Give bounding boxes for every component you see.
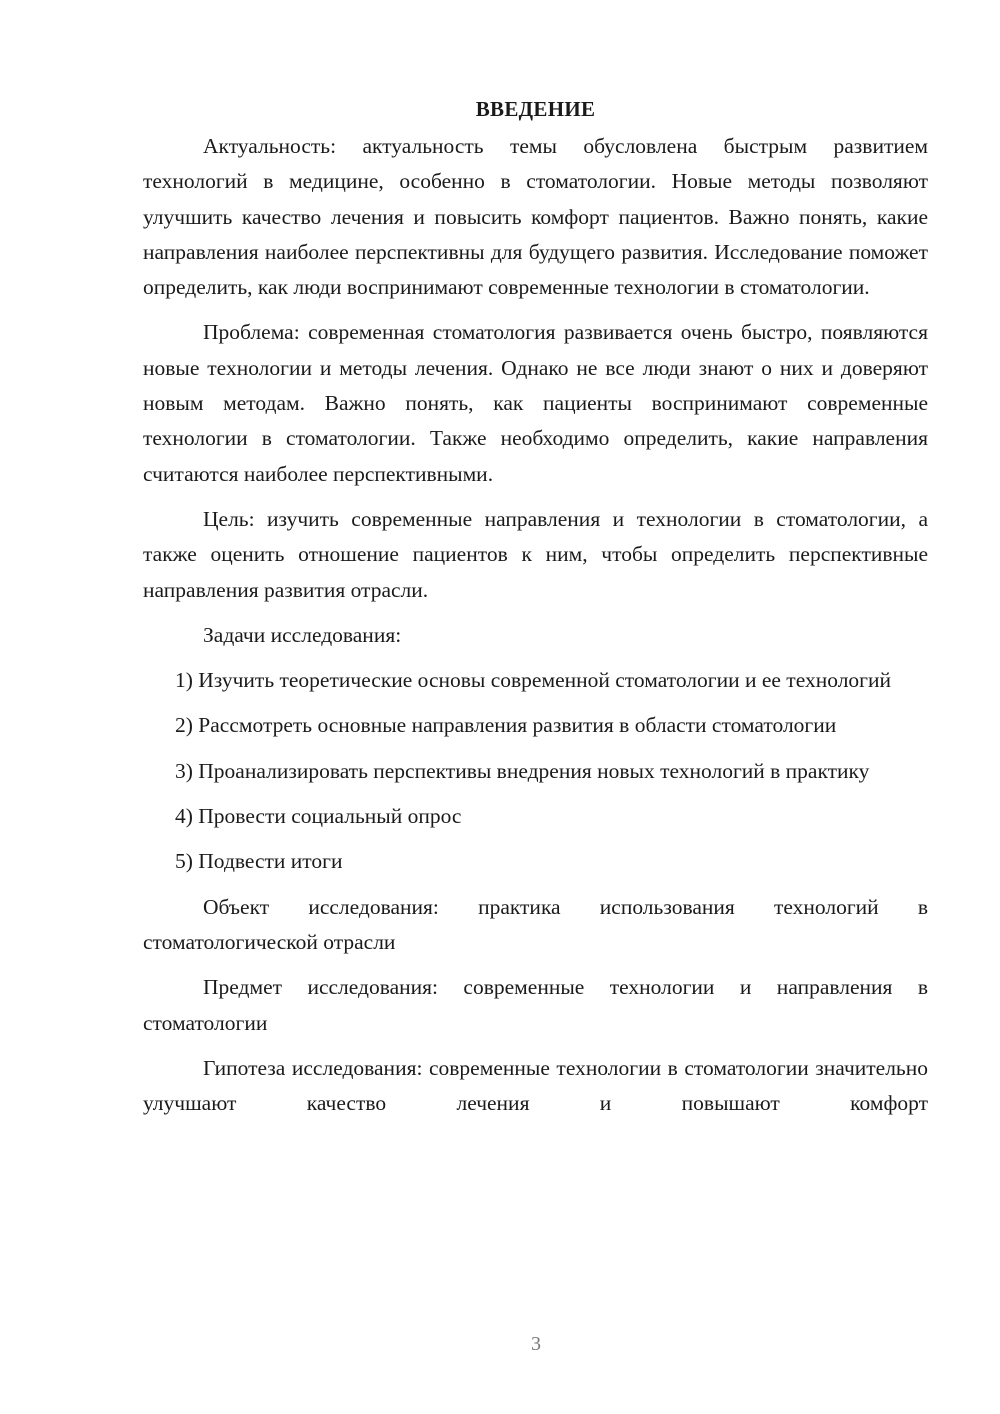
tasks-title: Задачи исследования:	[203, 622, 402, 647]
task-item: 2) Рассмотреть основные направления развития в области стоматологии	[175, 713, 837, 738]
task-item: 5) Подвести итоги	[175, 849, 343, 874]
task-item: 4) Провести социальный опрос	[175, 804, 462, 829]
paragraph-problem: Проблема: современная стоматология развивается очень быстро, появляются новые технологии и методы лечения. Однако не все люди знают о них и доверяют новым методам. Важно понять, как пациенты воспринимают современные технологии в стоматологии. Также необходимо определить, какие направления считаются наиболее перспективными.	[143, 320, 928, 486]
paragraph-goal: Цель: изучить современные направления и технологии в стоматологии, а также оценить отношение пациентов к ним, чтобы определить перспективные направления развития отрасли.	[143, 506, 928, 602]
section-heading: ВВЕДЕНИЕ	[475, 97, 596, 121]
paragraph-object: Объект исследования: практика использования технологий в стоматологической отрасли	[143, 894, 928, 954]
document-page	[143, 92, 928, 1131]
task-item: 3) Проанализировать перспективы внедрения новых технологий в практику	[175, 758, 870, 783]
task-item: 1) Изучить теоретические основы современной стоматологии и ее технологий	[175, 668, 891, 693]
paragraph-subject: Предмет исследования: современные технологии и направления в стоматологии	[143, 975, 928, 1035]
paragraph-relevance: Актуальность: актуальность темы обусловлена быстрым развитием технологий в медицине, особенно в стоматологии. Новые методы позволяют улучшить качество лечения и повысить комфорт пациентов. Важно понять, какие направления наиболее перспективны для будущего развития. Исследование поможет определить, как люди воспринимают современные технологии в стоматологии.	[143, 134, 928, 300]
paragraph-hypothesis: Гипотеза исследования: современные технологии в стоматологии значительно улучшают качество лечения и повышают комфорт	[143, 1055, 928, 1116]
page-number: 3	[531, 1333, 541, 1355]
